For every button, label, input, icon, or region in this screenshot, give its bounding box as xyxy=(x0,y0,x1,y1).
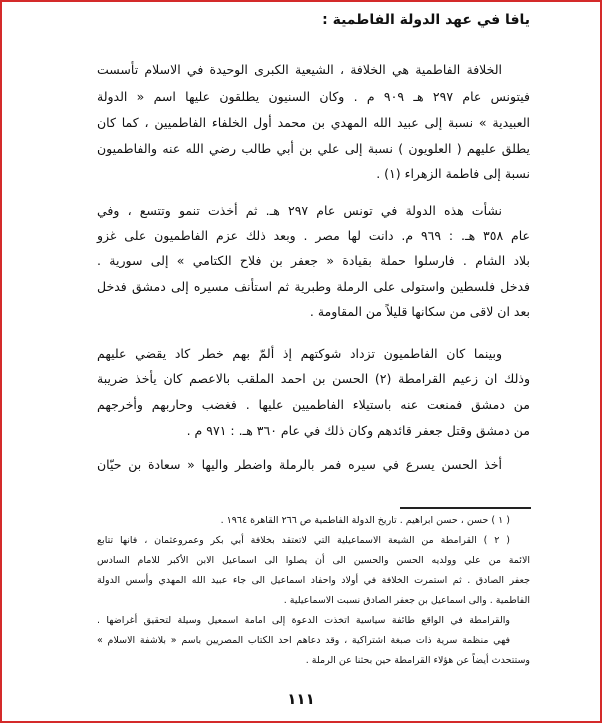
text-line: وذلك ان زعيم القرامطة (٢) الحسن بن احمد الملقب بالاعصم كان يأخذ ضريبة xyxy=(97,371,530,386)
footnote-line: الفاطمية . والى اسماعيل بن جعفر الصادق نسبت الاسماعيلية . xyxy=(283,595,530,606)
text-line: فدخل فلسطين واستولى على الرملة وطبرية ثم استأنف مسيره إلى دمشق فدخل xyxy=(97,279,530,294)
text-line: يطلق عليهم ( العلويون ) نسبة إلى علي بن أبي طالب رضي الله عنه والفاطميون xyxy=(97,141,530,156)
text-line: نشأت هذه الدولة في تونس عام ٢٩٧ هـ. ثم أخذت تنمو وتتسع ، وفي xyxy=(97,203,503,218)
text-line: أخذ الحسن يسرع في سيره فمر بالرملة واضطر واليها « سعادة بن حيّان xyxy=(97,457,502,472)
footnote-line: ( ٢ ) القرامطة من الشيعة الاسماعيلية التي لاتعتقد بخلافة أبي بكر وعمروعثمان ، فانها تتابع xyxy=(97,535,510,546)
text-line: من دمشق فمنعت عنه باستيلاء الفاطميين عليها . فغضب وحاربهم وأخرجهم xyxy=(97,397,530,412)
text-line: وبينما كان الفاطميون تزداد شوكتهم إذ ألمّ بهم خطر كاد يقضي عليهم xyxy=(97,346,502,361)
text-line: فيتونس عام ٢٩٧ هـ ٩٠٩ م . وكان السنيون يطلقون عليها اسم « الدولة xyxy=(97,89,531,104)
footnote-line: الائمة من علي وولديه الحسن والحسين الى أن يصلوا الى اسماعيل الابن الأكبر للامام السادس xyxy=(97,555,530,566)
text-line: نسبة إلى فاطمة الزهراء (١) . xyxy=(376,166,530,181)
footnote-line: والقرامطة في الواقع طائفة سياسية اتخذت الدعوة إلى امامة اسمعيل وسيلة لتحقيق أغراضها . xyxy=(97,615,510,626)
footnote-line: فهي منظمة سرية ذات صبغة اشتراكية ، وقد دعاهم احد الكتاب المصريين باسم « بلاشفة الاسلام » xyxy=(97,635,510,646)
text-line: الخلافة الفاطمية هي الخلافة ، الشيعية الكبرى الوحيدة في الاسلام تأسست xyxy=(97,62,502,77)
footnote-line: وستتحدث أيضاً عن هؤلاء القرامطة حين بحثنا عن الرملة . xyxy=(305,655,530,666)
text-line: بلاد الشام . فارسلوا حملة بقيادة « جعفر بن فلاح الكتامي » إلى سورية . xyxy=(97,253,530,268)
page-number: ١١١ xyxy=(287,690,315,708)
footnote-line: جعفر الصادق . ثم استمرت الخلافة في أولاد واحفاد اسماعيل الى جاء عبيد الله المهدي وأسس الدولة xyxy=(97,575,530,586)
footnote-separator xyxy=(400,507,531,509)
text-line: من دمشق وقتل جعفر قائدهم وكان ذلك في عام ٣٦٠ هـ. : ٩٧١ م . xyxy=(186,423,530,438)
footnote-line: ( ١ ) حسن ، حسن ابراهيم . تاريخ الدولة الفاطمية ص ٢٦٦ القاهرة ١٩٦٤ . xyxy=(220,515,510,526)
text-line: العبيدية » نسبة إلى عبيد الله المهدي بن محمد أول الخلفاء الفاطميين ، كما كان xyxy=(97,115,530,130)
text-line: بعد ان لاقى من سكانها قليلاً من المقاومة . xyxy=(309,304,530,319)
section-title: يافا في عهد الدولة الفاطمية : xyxy=(322,12,530,28)
text-line: عام ٣٥٨ هـ. : ٩٦٩ م. دانت لها مصر . وبعد ذلك عزم الفاطميون على غزو xyxy=(97,228,531,243)
